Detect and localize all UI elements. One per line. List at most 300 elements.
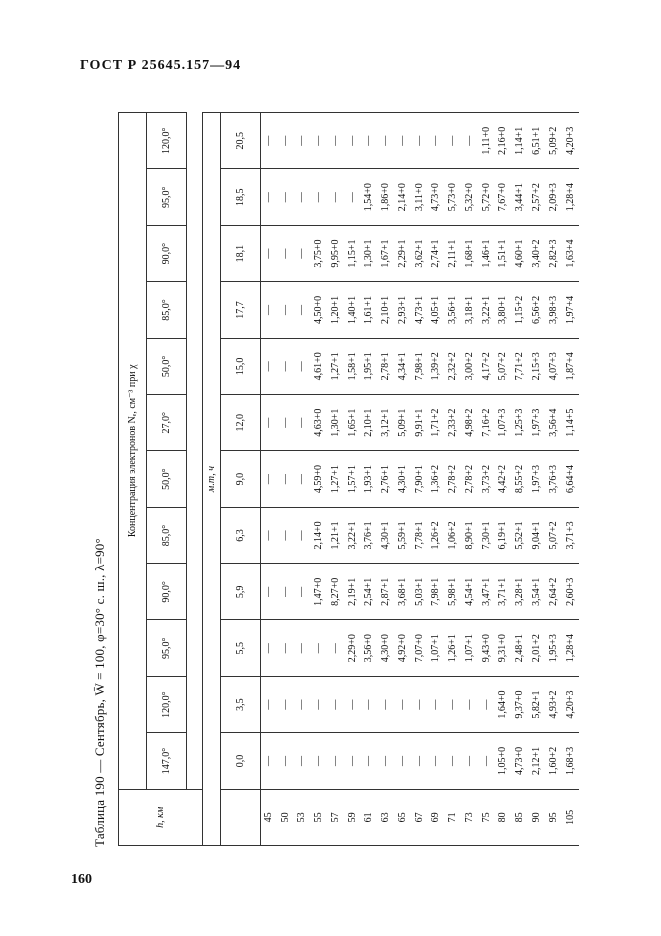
concentration-cell: 5,07+2 [495,338,512,394]
concentration-cell: 2,29+0 [344,620,361,676]
concentration-cell: 1,26+2 [428,507,445,563]
concentration-cell: 3,68+1 [395,564,412,620]
concentration-cell: 7,71+2 [512,338,529,394]
concentration-cell: 3,00+2 [462,338,479,394]
concentration-cell: 3,40+2 [529,225,546,281]
altitude-cell: 45 [261,789,278,845]
concentration-cell: 1,65+1 [344,395,361,451]
concentration-cell: 2,14+0 [311,507,328,563]
concentration-cell: 2,57+2 [529,169,546,225]
concentration-cell: — [395,733,412,789]
concentration-cell: 4,17+2 [478,338,495,394]
concentration-cell: — [328,620,345,676]
concentration-cell: 3,11+0 [411,169,428,225]
concentration-cell: — [328,733,345,789]
concentration-cell: 2,19+1 [344,564,361,620]
table-row [361,113,378,846]
concentration-cell: 1,87+4 [562,338,579,394]
chi-header-cell: 147,0° [147,733,187,789]
concentration-cell: — [428,113,445,170]
concentration-cell: 2,82+3 [545,225,562,281]
table-row [344,113,361,846]
table-row [562,113,579,846]
table-row [395,113,412,846]
concentration-cell: 1,47+0 [311,564,328,620]
concentration-cell: — [395,113,412,170]
concentration-cell: 1,93+1 [361,451,378,507]
concentration-cell: — [445,676,462,732]
concentration-cell: 2,48+1 [512,620,529,676]
concentration-cell: — [361,676,378,732]
concentration-cell: 5,32+0 [462,169,479,225]
concentration-cell: 3,22+1 [344,507,361,563]
concentration-cell: 4,73+0 [428,169,445,225]
concentration-cell: 1,14+5 [562,395,579,451]
concentration-cell: — [261,507,278,563]
concentration-cell: 3,62+1 [411,225,428,281]
concentration-cell: — [261,338,278,394]
chi-header-cell: 85,0° [147,282,187,338]
concentration-cell: — [261,113,278,170]
concentration-cell: 1,27+1 [328,451,345,507]
concentration-cell: 1,63+4 [562,225,579,281]
table-row [311,113,328,846]
table-row [294,113,311,846]
h-header: h, км [119,789,203,845]
time-header-cell: 5,5 [221,620,261,676]
concentration-cell: 3,73+2 [478,451,495,507]
concentration-cell: 3,56+1 [445,282,462,338]
concentration-cell: — [328,113,345,170]
concentration-cell: 1,97+4 [562,282,579,338]
concentration-cell: 2,33+2 [445,395,462,451]
concentration-cell: 2,29+1 [395,225,412,281]
concentration-cell: 5,52+1 [512,507,529,563]
t-row-spacer [221,789,261,845]
chi-header-cell: 85,0° [147,507,187,563]
concentration-cell: 1,28+4 [562,169,579,225]
concentration-cell: — [261,451,278,507]
t-row [221,113,261,846]
concentration-cell: 9,91+1 [411,395,428,451]
concentration-cell: 4,98+2 [462,395,479,451]
concentration-cell: — [261,169,278,225]
chi-header-cell: 120,0° [147,113,187,170]
chi-row [147,113,187,846]
concentration-cell: 7,98+1 [411,338,428,394]
chi-header-cell: 90,0° [147,564,187,620]
concentration-cell: 1,26+1 [445,620,462,676]
concentration-cell: — [294,225,311,281]
data-table [118,112,579,846]
concentration-cell: 2,60+3 [562,564,579,620]
time-header-cell: 0,0 [221,733,261,789]
concentration-cell: 3,80+1 [495,282,512,338]
concentration-cell: 2,11+1 [445,225,462,281]
concentration-cell: 7,07+0 [411,620,428,676]
concentration-cell: 8,90+1 [462,507,479,563]
table-row [545,113,562,846]
table-row [512,113,529,846]
concentration-cell: 2,78+2 [462,451,479,507]
concentration-cell: 3,76+1 [361,507,378,563]
altitude-cell: 65 [395,789,412,845]
concentration-cell: — [311,113,328,170]
concentration-cell: 6,64+4 [562,451,579,507]
concentration-cell: 8,27+0 [328,564,345,620]
concentration-cell: 1,25+3 [512,395,529,451]
altitude-cell: 90 [529,789,546,845]
altitude-cell: 50 [277,789,294,845]
concentration-cell: 6,51+1 [529,113,546,170]
concentration-cell: — [395,676,412,732]
concentration-cell: — [344,733,361,789]
concentration-cell: 1,07+3 [495,395,512,451]
concentration-cell: 2,78+1 [378,338,395,394]
altitude-cell: 59 [344,789,361,845]
concentration-cell: 1,51+1 [495,225,512,281]
concentration-cell: 4,42+2 [495,451,512,507]
concentration-cell: — [361,113,378,170]
concentration-cell: 1,06+2 [445,507,462,563]
time-header-cell: 12,0 [221,395,261,451]
table-row [462,113,479,846]
concentration-cell: 2,93+1 [395,282,412,338]
concentration-cell: — [378,676,395,732]
concentration-cell: 3,28+1 [512,564,529,620]
concentration-cell: 1,21+1 [328,507,345,563]
concentration-cell: 3,56+0 [361,620,378,676]
concentration-cell: — [344,169,361,225]
altitude-cell: 95 [545,789,562,845]
altitude-cell: 61 [361,789,378,845]
concentration-cell: 3,71+1 [495,564,512,620]
table-row [495,113,512,846]
altitude-cell: 67 [411,789,428,845]
concentration-cell: 1,20+1 [328,282,345,338]
altitude-cell: 105 [562,789,579,845]
time-header-cell: 18,1 [221,225,261,281]
time-header-cell: 18,5 [221,169,261,225]
concentration-cell: 9,37+0 [512,676,529,732]
chi-header-cell: 50,0° [147,338,187,394]
concentration-cell: — [378,113,395,170]
table-row [411,113,428,846]
concentration-cell: 7,98+1 [428,564,445,620]
concentration-cell: 3,47+1 [478,564,495,620]
concentration-cell: — [344,113,361,170]
concentration-cell: — [277,507,294,563]
concentration-cell: 3,44+1 [512,169,529,225]
concentration-cell: 5,09+1 [395,395,412,451]
concentration-cell: — [328,676,345,732]
concentration-cell: 1,11+0 [478,113,495,170]
concentration-cell: — [294,395,311,451]
altitude-cell: 73 [462,789,479,845]
table-row [529,113,546,846]
concentration-cell: 3,98+3 [545,282,562,338]
concentration-cell: 1,60+2 [545,733,562,789]
table-row [445,113,462,846]
altitude-cell: 63 [378,789,395,845]
concentration-cell: 4,30+0 [378,620,395,676]
concentration-cell: 3,76+3 [545,451,562,507]
concentration-cell: — [462,676,479,732]
concentration-cell: 4,61+0 [311,338,328,394]
concentration-cell: — [277,676,294,732]
concentration-cell: — [294,451,311,507]
time-header-cell: 9,0 [221,451,261,507]
concentration-cell: — [294,507,311,563]
concentration-cell: 9,95+0 [328,225,345,281]
time-header-cell: 20,5 [221,113,261,170]
concentration-cell: — [462,733,479,789]
concentration-cell: 7,16+2 [478,395,495,451]
concentration-cell: 1,95+3 [545,620,562,676]
concentration-cell: — [294,282,311,338]
concentration-cell: — [328,169,345,225]
concentration-header: Концентрация электронов Nₑ, см⁻³ при χ [119,113,147,790]
concentration-cell: 2,10+1 [378,282,395,338]
concentration-cell: 8,55+2 [512,451,529,507]
concentration-cell: — [311,676,328,732]
altitude-cell: 55 [311,789,328,845]
page-header: ГОСТ Р 25645.157—94 [80,58,242,73]
concentration-cell: 7,67+0 [495,169,512,225]
concentration-cell: 4,05+1 [428,282,445,338]
concentration-cell: — [361,733,378,789]
table-body [261,113,580,846]
concentration-cell: 2,64+2 [545,564,562,620]
concentration-cell: 4,50+0 [311,282,328,338]
concentration-cell: — [261,676,278,732]
time-header-cell: 6,3 [221,507,261,563]
concentration-cell: — [478,676,495,732]
chi-header-cell: 90,0° [147,225,187,281]
concentration-cell: — [277,169,294,225]
rotated-table-container [118,112,579,846]
concentration-cell: 1,67+1 [378,225,395,281]
concentration-cell: 1,97+3 [529,451,546,507]
concentration-cell: 3,75+0 [311,225,328,281]
concentration-cell: 4,92+0 [395,620,412,676]
concentration-cell: — [462,113,479,170]
concentration-cell: 5,82+1 [529,676,546,732]
concentration-cell: — [277,395,294,451]
concentration-cell: — [261,282,278,338]
concentration-cell: — [294,113,311,170]
concentration-cell: 9,43+0 [478,620,495,676]
concentration-cell: 6,56+2 [529,282,546,338]
concentration-cell: 2,54+1 [361,564,378,620]
concentration-cell: 5,72+0 [478,169,495,225]
concentration-cell: 2,12+1 [529,733,546,789]
concentration-cell: 4,63+0 [311,395,328,451]
concentration-cell: — [277,451,294,507]
concentration-cell: 1,40+1 [344,282,361,338]
concentration-cell: — [277,225,294,281]
concentration-cell: — [261,733,278,789]
concentration-cell: — [378,733,395,789]
concentration-cell: 4,30+1 [378,507,395,563]
concentration-cell: — [311,620,328,676]
concentration-cell: 6,19+1 [495,507,512,563]
concentration-cell: — [294,338,311,394]
concentration-cell: — [294,169,311,225]
concentration-cell: 4,07+3 [545,338,562,394]
concentration-cell: 1,97+3 [529,395,546,451]
concentration-cell: 2,15+3 [529,338,546,394]
concentration-cell: 5,98+1 [445,564,462,620]
concentration-cell: 2,09+3 [545,169,562,225]
altitude-cell: 80 [495,789,512,845]
concentration-cell: — [261,225,278,281]
time-header-cell: 3,5 [221,676,261,732]
time-header: м.т, ч [203,113,221,846]
time-header-cell: 5,9 [221,564,261,620]
concentration-cell: — [277,282,294,338]
altitude-cell: 53 [294,789,311,845]
concentration-cell: 3,54+1 [529,564,546,620]
concentration-cell: 4,73+1 [411,282,428,338]
concentration-cell: 1,36+2 [428,451,445,507]
concentration-cell: 2,74+1 [428,225,445,281]
table-caption: Таблица 190 — Сентябрь, W̄ = 100, φ=30° с. ш., λ=90° [92,538,107,847]
concentration-cell: — [411,676,428,732]
concentration-cell: — [445,113,462,170]
concentration-cell: 3,12+1 [378,395,395,451]
concentration-cell: 1,15+1 [344,225,361,281]
concentration-cell: 1,14+1 [512,113,529,170]
concentration-cell: 2,32+2 [445,338,462,394]
concentration-cell: 2,78+2 [445,451,462,507]
concentration-cell: 4,54+1 [462,564,479,620]
concentration-cell: 7,78+1 [411,507,428,563]
concentration-cell: 7,90+1 [411,451,428,507]
concentration-cell: — [277,113,294,170]
concentration-cell: 3,56+4 [545,395,562,451]
concentration-cell: 3,22+1 [478,282,495,338]
table-row [428,113,445,846]
concentration-cell: 1,64+0 [495,676,512,732]
concentration-cell: 3,18+1 [462,282,479,338]
concentration-cell: 1,30+1 [361,225,378,281]
concentration-cell: 1,54+0 [361,169,378,225]
time-header-cell: 15,0 [221,338,261,394]
concentration-cell: — [311,733,328,789]
concentration-cell: — [261,564,278,620]
concentration-cell: 1,57+1 [344,451,361,507]
concentration-cell: 9,31+0 [495,620,512,676]
concentration-cell: 2,10+1 [361,395,378,451]
concentration-cell: — [294,564,311,620]
concentration-cell: 5,73+0 [445,169,462,225]
concentration-cell: — [277,620,294,676]
concentration-cell: 5,07+2 [545,507,562,563]
concentration-cell: — [445,733,462,789]
concentration-cell: 5,03+1 [411,564,428,620]
concentration-cell: — [428,733,445,789]
concentration-cell: 1,15+2 [512,282,529,338]
concentration-cell: 4,60+1 [512,225,529,281]
concentration-cell: — [294,733,311,789]
chi-header-cell: 120,0° [147,676,187,732]
concentration-cell: 1,58+1 [344,338,361,394]
table-row [328,113,345,846]
concentration-cell: — [277,733,294,789]
concentration-cell: 9,04+1 [529,507,546,563]
concentration-cell: 4,73+0 [512,733,529,789]
concentration-cell: — [478,733,495,789]
concentration-cell: 1,46+1 [478,225,495,281]
concentration-cell: — [261,620,278,676]
time-header-cell: 17,7 [221,282,261,338]
concentration-cell: — [277,338,294,394]
concentration-cell: — [411,733,428,789]
chi-header-cell: 27,0° [147,395,187,451]
altitude-cell: 71 [445,789,462,845]
concentration-cell: 1,28+4 [562,620,579,676]
table-row [478,113,495,846]
concentration-cell: 1,07+1 [428,620,445,676]
concentration-cell: 2,16+0 [495,113,512,170]
concentration-cell: 1,27+1 [328,338,345,394]
table-row [261,113,278,846]
concentration-cell: 1,61+1 [361,282,378,338]
concentration-cell: — [411,113,428,170]
concentration-cell: 7,30+1 [478,507,495,563]
concentration-cell: 4,30+1 [395,451,412,507]
altitude-cell: 57 [328,789,345,845]
concentration-cell: 1,05+0 [495,733,512,789]
concentration-cell: — [294,620,311,676]
concentration-cell: 2,14+0 [395,169,412,225]
concentration-cell: 1,39+2 [428,338,445,394]
chi-header-cell: 95,0° [147,169,187,225]
concentration-cell: 2,01+2 [529,620,546,676]
concentration-cell: 4,34+1 [395,338,412,394]
concentration-cell: 1,07+1 [462,620,479,676]
concentration-cell: — [294,676,311,732]
concentration-cell: 1,68+3 [562,733,579,789]
concentration-cell: 2,76+1 [378,451,395,507]
table-row [277,113,294,846]
concentration-cell: — [261,395,278,451]
concentration-cell: 1,30+1 [328,395,345,451]
concentration-cell: — [344,676,361,732]
altitude-cell: 75 [478,789,495,845]
concentration-cell: 1,86+0 [378,169,395,225]
concentration-cell: 1,95+1 [361,338,378,394]
concentration-cell: — [428,676,445,732]
concentration-cell: 4,59+0 [311,451,328,507]
concentration-cell: 1,68+1 [462,225,479,281]
concentration-cell: — [311,169,328,225]
concentration-cell: 1,71+2 [428,395,445,451]
page-number: 160 [71,872,92,887]
concentration-cell: — [277,564,294,620]
concentration-cell: 4,20+3 [562,676,579,732]
concentration-cell: 5,09+2 [545,113,562,170]
concentration-cell: 4,93+2 [545,676,562,732]
concentration-cell: 3,71+3 [562,507,579,563]
table-row [378,113,395,846]
concentration-cell: 4,20+3 [562,113,579,170]
altitude-cell: 69 [428,789,445,845]
concentration-cell: 2,87+1 [378,564,395,620]
chi-header-cell: 95,0° [147,620,187,676]
altitude-cell: 85 [512,789,529,845]
